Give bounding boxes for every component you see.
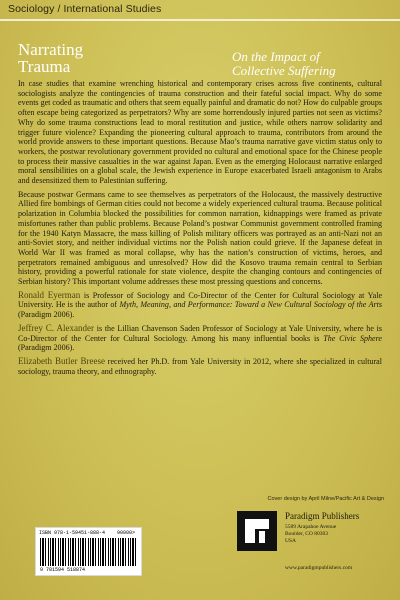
barcode-bars [40,538,137,566]
barcode-addon: 90000> [116,530,135,536]
bio-text-end: (Paradigm 2006). [18,343,75,353]
address-line-2: Boulder, CO 80303 [285,531,329,537]
description-block [18,79,382,380]
cover-design-credit: Cover design by April Milne/Pacific Art & Design [267,496,384,502]
book-title [18,41,198,75]
subtitle-line-1: On the Impact of [232,49,320,64]
bio-text-end: (Paradigm 2006). [18,310,75,320]
bio-breese [18,357,382,376]
isbn-number: ISBN 978-1-59451-888-4 [39,530,106,536]
barcode-digits: 9 781594 518874 [40,567,86,573]
address-line-3: USA [285,538,297,544]
bio-alexander [18,324,382,353]
isbn-barcode [35,527,142,576]
author-name: Elizabeth Butler Breese [18,355,105,366]
book-subtitle [232,50,392,78]
publisher-address [285,524,336,545]
top-divider [0,19,400,21]
publisher-name: Paradigm Publishers [285,511,360,521]
title-line-1: Narrating [18,40,84,59]
description-paragraph-2: Because postwar Germans came to see themselves as perpetrators of the Holocaust, the massively destructive Allied fire bombings of German cities could not become a widely experienced cultural trauma. Because political polarization in Columbia blocked the possibilities for common narration, kidnappings were framed as private misfortunes rather than public problems. Because Poland’s postwar Communist government controlled framing for the 1940 Katyn Massacre, the mass killing of Polish military officers was portrayed as an anti-Nazi not an anti-Soviet story, and neither individual victims nor the Polish nation could grieve. If the Japanese defeat in World War II was framed as moral collapse, why has the nation’s construction of victims, heroes, and perpetrators remained ambiguous and unresolved? How did the Kosovo trauma remain central to Serbian history, providing a powerful rationale for state violence, despite the changing contours and contingencies of Serbian history? This important volume addresses these most pressing questions and concerns. [18,189,382,287]
publisher-website: www.paradigmpublishers.com [285,565,353,571]
address-line-1: 5589 Arapahoe Avenue [285,524,337,530]
title-line-2: Trauma [18,57,71,76]
series-label: Sociology / International Studies [8,3,162,15]
publisher-logo-icon [237,511,277,551]
bio-eyerman [18,291,382,320]
bio-text: received her Ph.D. from Yale University in 2012, where she specialized in cultural sociology, trauma theory, and ethnography. [18,356,382,376]
author-name: Ronald Eyerman [18,289,81,300]
book-reference: Myth, Meaning, and Performance: Toward a New Cultural Sociology of the Arts [119,300,382,310]
book-reference: The Civic Sphere [323,333,383,343]
bio-text: is Professor of Sociology and Co-Director of the Center for Cultural Sociology at Yale University. He is the author of [18,290,383,310]
author-name: Jeffrey C. Alexander [18,322,94,333]
bio-text: is the Lillian Chavenson Saden Professor of Sociology at Yale University, where he is Co-Director of the Center for Cultural Sociology. Among his many influential books is [18,323,382,343]
description-paragraph-1: In case studies that examine wrenching historical and contemporary crises across five continents, cultural sociologists analyze the contingencies of trauma construction and their fateful social impact. Why do some events get coded as traumatic and others that seem equally painful and dramatic do not? How do culpable groups often escape being categorized as perpetrators? Why are some horrendously injured parties not seen as victims? Why do some trauma constructions lead to moral restitution and justice, while others narrow solidarity and trigger future violence? Expanding the pioneering cultural approach to trauma, contributors from around the world provide answers to these important questions. Because Mao’s trauma narrative gave victim status only to workers, the postwar revolutionary government provided no cultural and emotional space for the Chinese people to process their massive casualties in the war against Japan. Even as the emerging Holocaust narrative enlarged moral sensibilities on a global scale, the Jewish experience in Europe exacerbated Israeli antagonism to Arabs and desensitized them to Palestinian suffering. [18,79,382,186]
subtitle-line-2: Collective Suffering [232,63,336,78]
